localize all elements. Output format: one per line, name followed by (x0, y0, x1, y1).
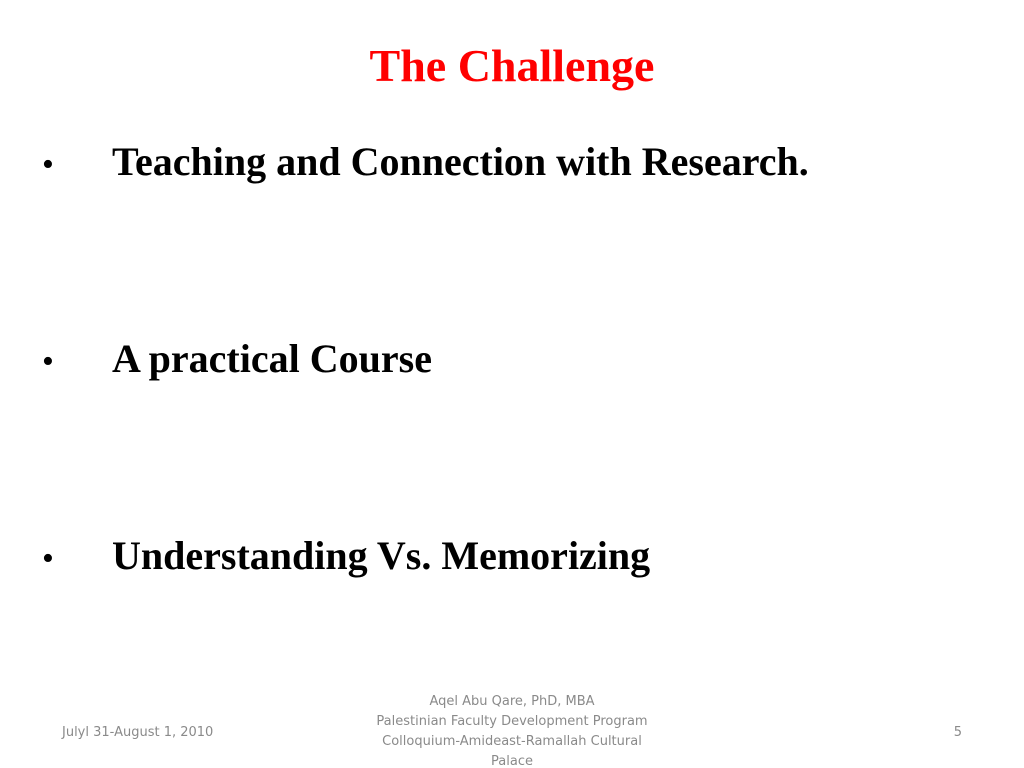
bullet-text: Teaching and Connection with Research. (112, 139, 809, 184)
bullet-text: A practical Course (112, 336, 432, 381)
footer-line: Palace (491, 754, 533, 768)
bullet-marker: • (42, 146, 54, 183)
page-number: 5 (953, 725, 962, 740)
bullet-item (42, 531, 650, 581)
slide-title: The Challenge (369, 40, 655, 91)
bullet-item (42, 334, 432, 384)
bullet-marker: • (42, 343, 54, 380)
bullet-text: Understanding Vs. Memorizing (112, 533, 651, 578)
footer-presenter-info (352, 692, 672, 768)
footer-line: Palestinian Faculty Development Program (376, 714, 648, 729)
footer-line: Aqel Abu Qare, PhD, MBA (429, 694, 595, 709)
bullet-marker: • (42, 540, 54, 577)
bullet-item (42, 137, 809, 187)
footer-date: Julyl 31-August 1, 2010 (62, 725, 214, 740)
footer-line: Colloquium-Amideast-Ramallah Cultural (382, 734, 642, 749)
